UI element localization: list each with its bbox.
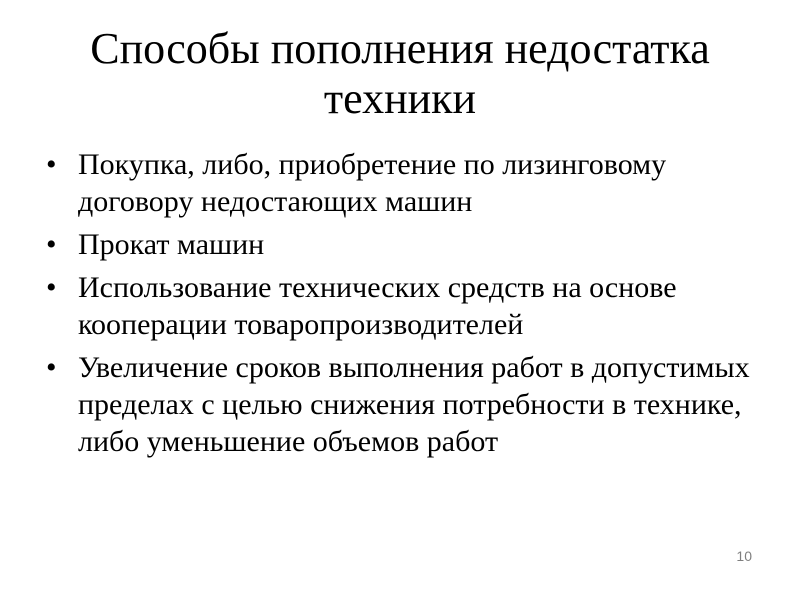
- list-item: [40, 349, 760, 460]
- slide-number: 10: [736, 548, 752, 564]
- bullet-icon: •: [46, 351, 57, 384]
- bullet-text: Прокат машин: [78, 228, 265, 261]
- bullet-text: Использование технических средств на основе кооперации товаропроизводителей: [78, 271, 677, 341]
- bullet-icon: •: [46, 271, 57, 304]
- list-item: [40, 269, 760, 343]
- bullet-text: Покупка, либо, приобретение по лизинговому договору недостающих машин: [78, 148, 667, 218]
- bullet-list: [40, 146, 760, 466]
- bullet-text: Увеличение сроков выполнения работ в допустимых пределах с целью снижения потребности в технике, либо уменьшение объемов работ: [78, 351, 750, 458]
- slide-title: Способы пополнения недостатка техники: [90, 24, 710, 123]
- list-item: [40, 226, 760, 263]
- list-item: [40, 146, 760, 220]
- bullet-icon: •: [46, 148, 57, 181]
- bullet-icon: •: [46, 228, 57, 261]
